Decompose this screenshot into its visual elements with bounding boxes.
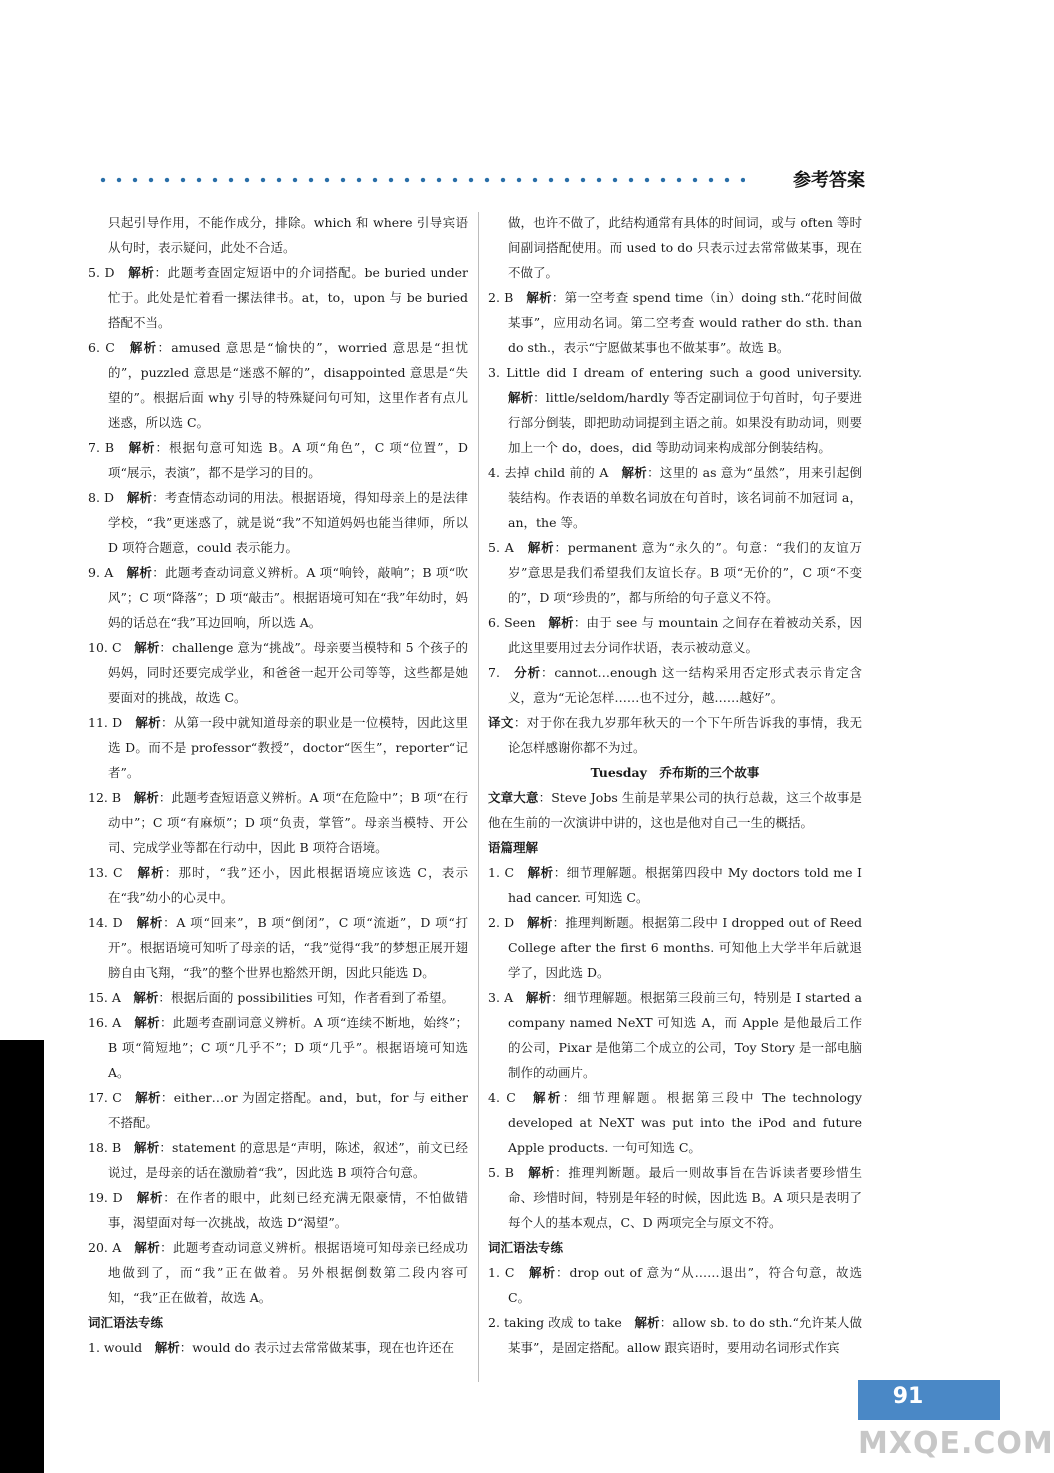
- item-label: 解析: [527, 865, 554, 880]
- item-text: ：细节理解题。根据第四段中 My doctors told me I had cancer. 可知选 C。: [508, 865, 862, 905]
- item-text: ：推理判断题。最后一则故事旨在告诉读者要珍惜生命、珍惜时间，特别是年轻的时候，因此选 B。A 项只是表明了每个人的基本观点，C、D 两项完全与原文不符。: [508, 1165, 862, 1230]
- answer-item: [488, 985, 862, 1085]
- item-number: 16. A: [88, 1015, 122, 1030]
- answer-item: [488, 910, 862, 985]
- item-number: 5. B: [488, 1165, 514, 1180]
- left-column: [88, 210, 468, 1360]
- item-text: ：那时，“我”还小，因此根据语境应该选 C，表示在“我”幼小的心灵中。: [108, 865, 468, 905]
- item-label: 解析: [136, 915, 164, 930]
- answer-item: [488, 1260, 862, 1310]
- item-text: ：此题考查固定短语中的介词搭配。be buried under 忙于。此处是忙着看一摞法律书。at，to，upon 与 be buried 搭配不当。: [108, 265, 468, 330]
- item-label: 解析: [133, 790, 159, 805]
- item-label: 解析: [135, 715, 161, 730]
- item-label: 解析: [527, 915, 553, 930]
- item-number: 2. D: [488, 915, 515, 930]
- answer-item: [488, 285, 862, 360]
- answer-item: [488, 535, 862, 610]
- story-title: Tuesday 乔布斯的三个故事: [590, 765, 760, 780]
- item-label: 解析: [548, 615, 574, 630]
- answer-item: [488, 860, 862, 910]
- item-label: 解析: [508, 390, 534, 405]
- item-label: 译文: [488, 715, 514, 730]
- item-number: 5. A: [488, 540, 514, 555]
- item-text: ：考查情态动词的用法。根据语境，得知母亲上的是法律学校，“我”更迷惑了，就是说“我”不知道妈妈也能当律师，所以 D 项符合题意，could 表示能力。: [108, 490, 468, 555]
- item-label: 解析: [621, 465, 648, 480]
- item-label: 解析: [526, 290, 552, 305]
- item-number: 12. B: [88, 790, 122, 805]
- item-label: 解析: [133, 990, 159, 1005]
- item-label: 分析: [514, 665, 542, 680]
- answer-item: [88, 785, 468, 860]
- item-number: 13. C: [88, 865, 123, 880]
- answer-item: [488, 610, 862, 660]
- page-header: [95, 164, 865, 194]
- item-text: ：would do 表示过去常常做某事，现在也许还在: [179, 1340, 454, 1355]
- item-text: ：either…or 为固定搭配。and，but，for 与 either 不搭配。: [108, 1090, 468, 1130]
- right-column: [488, 210, 862, 1360]
- item-label: 解析: [134, 1015, 160, 1030]
- item-text: ：cannot…enough 这一结构采用否定形式表示肯定含义，意为“无论怎样……也不过分，越……越好”。: [508, 665, 862, 705]
- item-label: 解析: [134, 1140, 160, 1155]
- black-side-bar: [0, 1040, 44, 1473]
- item-number: 7. B: [88, 440, 115, 455]
- item-text: ：amused 意思是“愉快的”，worried 意思是“担忧的”，puzzled 意思是“迷惑不解的”，disappointed 意思是“失望的”。根据后面 why 引导的特殊疑问句可知，这里作者有点儿迷惑，所以选 C。: [108, 340, 468, 430]
- item-label: 解析: [154, 1340, 180, 1355]
- dotted-rule: [95, 177, 745, 183]
- item-text: ：此题考查副词意义辨析。A 项“连续不断地，始终”；B 项“简短地”；C 项“几乎不”；D 项“几乎”。根据语境可知选 A。: [108, 1015, 468, 1080]
- answer-item: [88, 910, 468, 985]
- answer-item: [88, 335, 468, 435]
- item-number: 11. D: [88, 715, 123, 730]
- answer-item: [488, 360, 862, 460]
- answer-item: [488, 785, 862, 835]
- item-text: ：推理判断题。根据第二段中 I dropped out of Reed College after the first 6 months. 可知他上大学半年后就退学了，因此选 D。: [508, 915, 862, 980]
- item-text: ：细节理解题。根据第三段前三句，特别是 I started a company named NeXT 可知选 A，而 Apple 是他最后工作的公司，Pixar 是他第二个成立的公司，Toy Story 是一部电脑制作的动画片。: [508, 990, 862, 1080]
- section-heading: 词汇语法专练: [488, 1240, 564, 1255]
- item-label: 文章大意: [488, 790, 539, 805]
- page-number: 91: [892, 1384, 924, 1409]
- item-text: ：此题考查动词意义辨析。根据语境可知母亲已经成功地做到了，而“我”正在做着。另外根据倒数第二段内容可知，“我”正在做着，故选 A。: [108, 1240, 468, 1305]
- item-text: 做，也许不做了，此结构通常有具体的时间词，或与 often 等时间副词搭配使用。而 used to do 只表示过去常常做某事，现在不做了。: [508, 215, 862, 280]
- item-text: ：细节理解题。根据第三段中 The technology developed at NeXT was put into the iPod and future Apple products. 一句可知选 C。: [508, 1090, 862, 1155]
- item-number: 6. C: [88, 340, 115, 355]
- answer-item: [88, 485, 468, 560]
- item-number: 8. D: [88, 490, 115, 505]
- answer-item: [88, 635, 468, 710]
- answer-item: [488, 1160, 862, 1235]
- answer-item: [88, 435, 468, 485]
- item-number: 7.: [488, 665, 500, 680]
- item-number: 20. A: [88, 1240, 122, 1255]
- item-number: 1. C: [488, 865, 515, 880]
- item-label: 解析: [128, 440, 156, 455]
- item-label: 解析: [533, 1090, 563, 1105]
- item-number: 3. A: [488, 990, 514, 1005]
- item-text: ：从第一段中就知道母亲的职业是一位模特，因此这里选 D。而不是 professor“教授”，doctor“医生”，reporter“记者”。: [108, 715, 468, 780]
- item-text: ：permanent 意为“永久的”。句意：“我们的友谊万岁”意思是我们希望我们友谊长存。B 项“无价的”，C 项“不变的”，D 项“珍贵的”，都与所给的句子意义不符。: [508, 540, 862, 605]
- item-label: 解析: [528, 1265, 556, 1280]
- item-number: 4. 去掉 child 前的 A: [488, 465, 609, 480]
- item-label: 解析: [134, 1240, 161, 1255]
- item-number: 1. C: [488, 1265, 515, 1280]
- answer-item: [488, 660, 862, 710]
- answer-item: [88, 710, 468, 785]
- answer-item: [88, 1010, 468, 1085]
- answer-item: [488, 710, 862, 760]
- answer-item: [488, 1310, 862, 1360]
- item-label: 解析: [137, 865, 165, 880]
- item-number: 5. D: [88, 265, 115, 280]
- answer-item: [488, 460, 862, 535]
- item-text: ：这里的 as 意为“虽然”，用来引起倒装结构。作表语的单数名词放在句首时，该名词前不加冠词 a，an，the 等。: [508, 465, 862, 530]
- item-number: 3. Little did I dream of entering such a good university.: [488, 365, 862, 380]
- item-label: 解析: [134, 640, 160, 655]
- item-number: 1. would: [88, 1340, 143, 1355]
- answer-item: [488, 1085, 862, 1160]
- answer-item: [88, 1235, 468, 1310]
- item-text: ：statement 的意思是“声明，陈述，叙述”，前文已经说过，是母亲的话在激励着“我”，因此选 B 项符合句意。: [108, 1140, 468, 1180]
- item-text: ：对于你在我九岁那年秋天的一个下午所告诉我的事情，我无论怎样感谢你都不为过。: [508, 715, 862, 755]
- item-number: 4. C: [488, 1090, 516, 1105]
- item-label: 解析: [126, 490, 153, 505]
- item-label: 解析: [528, 1165, 556, 1180]
- item-number: 2. B: [488, 290, 514, 305]
- item-number: 9. A: [88, 565, 114, 580]
- item-text: ：在作者的眼中，此刻已经充满无限豪情，不怕做错事，渴望面对每一次挑战，故选 D“渴望”。: [108, 1190, 468, 1230]
- item-label: 解析: [135, 1090, 161, 1105]
- item-number: 14. D: [88, 915, 123, 930]
- item-number: 17. C: [88, 1090, 122, 1105]
- item-label: 解析: [525, 990, 552, 1005]
- item-text: ：little/seldom/hardly 等否定副词位于句首时，句子要进行部分倒装，即把助动词提到主语之前。如果没有助动词，则要加上一个 do，does，did 等助动词来构成部分倒装结构。: [508, 390, 862, 455]
- watermark: MXQE.COM: [858, 1426, 1054, 1461]
- item-number: 15. A: [88, 990, 121, 1005]
- item-label: 解析: [634, 1315, 660, 1330]
- item-text: ：此题考查动词意义辨析。A 项“响铃，敲响”；B 项“吹风”；C 项“降落”；D 项“敲击”。根据语境可知在“我”年幼时，妈妈的话总在“我”耳边回响，所以选 A。: [108, 565, 468, 630]
- section-heading: 语篇理解: [488, 840, 539, 855]
- item-text: ：根据句意可知选 B。A 项“角色”，C 项“位置”，D 项“展示，表演”，都不是学习的目的。: [108, 440, 468, 480]
- item-number: 18. B: [88, 1140, 122, 1155]
- item-text: ：根据后面的 possibilities 可知，作者看到了希望。: [158, 990, 455, 1005]
- item-number: 19. D: [88, 1190, 123, 1205]
- column-divider: [478, 212, 479, 1382]
- continued-paragraph: [488, 210, 862, 285]
- answer-item: [88, 1185, 468, 1235]
- item-text: ：allow sb. to do sth.“允许某人做某事”，是固定搭配。allow 跟宾语时，要用动名词形式作宾: [508, 1315, 862, 1355]
- answer-item: [88, 260, 468, 335]
- item-label: 解析: [128, 265, 155, 280]
- item-number: 2. taking 改成 to take: [488, 1315, 622, 1330]
- item-text: ：A 项“回来”，B 项“倒闭”，C 项“流逝”，D 项“打开”。根据语境可知听了母亲的话，“我”觉得“我”的梦想正展开翅膀自由飞翔，“我”的整个世界也豁然开朗，因此只能选 D。: [108, 915, 468, 980]
- item-label: 解析: [126, 565, 153, 580]
- answer-item: [88, 1135, 468, 1185]
- answer-item: [88, 560, 468, 635]
- answer-item: [88, 985, 468, 1010]
- item-number: 6. Seen: [488, 615, 536, 630]
- item-text: ：challenge 意为“挑战”。母亲要当模特和 5 个孩子的妈妈，同时还要完成学业，和爸爸一起开公司等等，这些都是她要面对的挑战，故选 C。: [108, 640, 468, 705]
- item-text: 只起引导作用，不能作成分，排除。which 和 where 引导宾语从句时，表示疑问，此处不合适。: [108, 215, 468, 255]
- item-text: ：第一空考查 spend time（in）doing sth.“花时间做某事”，应用动名词。第二空考查 would rather do sth. than do sth.，表示“宁愿做某事也不做某事”。故选 B。: [508, 290, 862, 355]
- item-number: 10. C: [88, 640, 122, 655]
- answer-item: [88, 1085, 468, 1135]
- item-label: 解析: [129, 340, 158, 355]
- section-title: 参考答案: [793, 170, 865, 191]
- item-text: ：此题考查短语意义辨析。A 项“在危险中”；B 项“在行动中”；C 项“有麻烦”；D 项“负责，掌管”。母亲当模特、开公司、完成学业等都在行动中，因此 B 项符合语境。: [108, 790, 468, 855]
- item-text: ：Steve Jobs 生前是苹果公司的执行总裁，这三个故事是他在生前的一次演讲中讲的，这也是他对自己一生的概括。: [488, 790, 862, 830]
- item-label: 解析: [527, 540, 555, 555]
- item-text: ：由于 see 与 mountain 之间存在着被动关系，因此这里要用过去分词作状语，表示被动意义。: [508, 615, 862, 655]
- item-text: ：drop out of 意为“从……退出”，符合句意，故选 C。: [508, 1265, 862, 1305]
- page-corner: [858, 1380, 1054, 1473]
- item-label: 解析: [136, 1190, 164, 1205]
- answer-item: [88, 860, 468, 910]
- continued-paragraph: [88, 210, 468, 260]
- section-heading: 词汇语法专练: [88, 1315, 164, 1330]
- answer-item: [88, 1335, 468, 1360]
